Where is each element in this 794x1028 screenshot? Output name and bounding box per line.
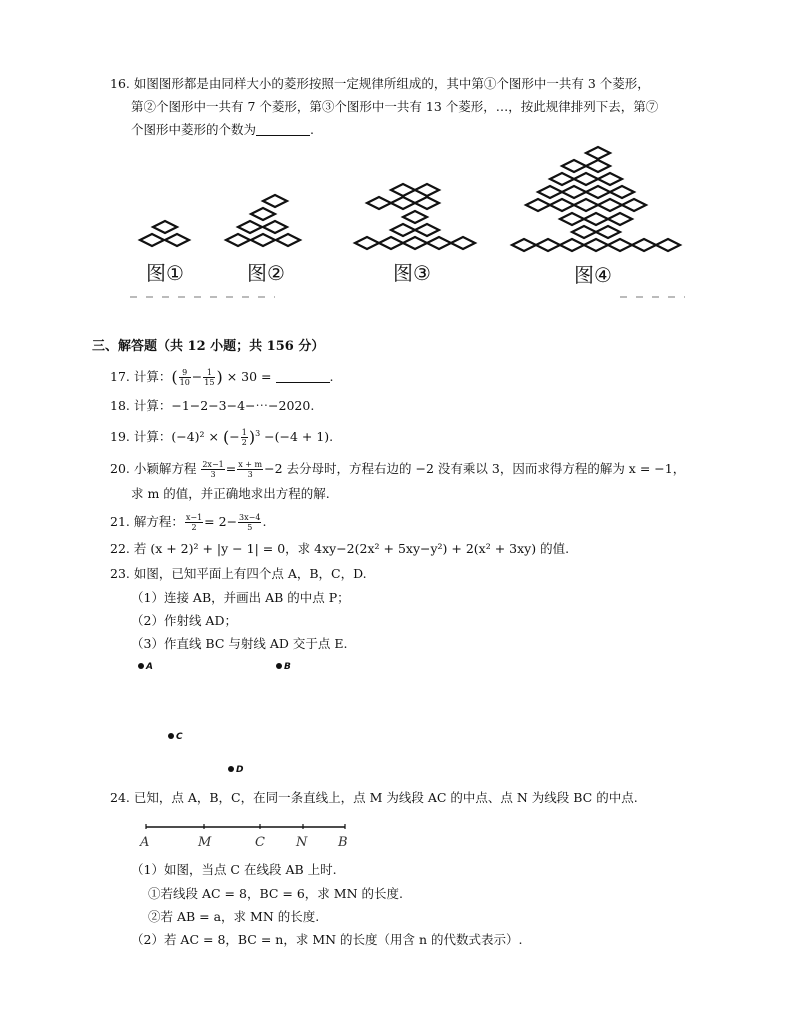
q20-eq: = bbox=[225, 461, 237, 476]
q17-frac2: $\frac{1}{15}$ bbox=[204, 368, 215, 387]
q19-exp: 3 bbox=[255, 429, 261, 438]
q16-line3 bbox=[131, 122, 314, 138]
q23-item2: （2）作射线 AD； bbox=[131, 613, 237, 628]
figure-1 bbox=[140, 221, 189, 246]
label-b: B bbox=[338, 835, 348, 850]
q23-line1: 23. 如图，已知平面上有四个点 A，B，C，D. bbox=[110, 566, 367, 581]
q16-line3-end: . bbox=[310, 122, 314, 137]
q17-frac1: $\frac{9}{10}$ bbox=[179, 368, 190, 387]
q17-minus: − bbox=[191, 369, 203, 384]
figure-label-1: 图① bbox=[146, 261, 184, 285]
label-a: A bbox=[140, 835, 150, 850]
point-c: C bbox=[168, 732, 183, 742]
q20-line1 bbox=[110, 459, 685, 479]
figure-3 bbox=[355, 184, 475, 249]
q17-tail: × 30 = bbox=[226, 369, 272, 384]
q21 bbox=[110, 512, 266, 532]
q24-item1: （1）如图，当点 C 在线段 AB 上时. bbox=[131, 862, 337, 877]
figure-label-2: 图② bbox=[247, 261, 285, 285]
q24-line1: 24. 已知，点 A，B，C，在同一条直线上，点 M 为线段 AC 的中点、点 N 为线段 BC 的中点. bbox=[110, 790, 638, 805]
q20-line2: 求 m 的值，并正确地求出方程的解. bbox=[131, 486, 330, 501]
point-d: D bbox=[228, 765, 243, 775]
q16-line1: 16. 如图图形都是由同样大小的菱形按照一定规律所组成的，其中第①个图形中一共有 3 个菱形， bbox=[110, 76, 650, 91]
q24-sub1: ①若线段 AC = 8，BC = 6，求 MN 的长度. bbox=[148, 886, 403, 901]
q17-label: 17. 计算： bbox=[110, 369, 172, 384]
figure-label-3: 图③ bbox=[393, 261, 431, 285]
answer-blank bbox=[256, 123, 310, 136]
q19-label: 19. 计算：(−4)² × bbox=[110, 429, 219, 445]
point-b: B bbox=[276, 662, 291, 672]
section-title: 三、解答题（共 12 小题；共 156 分） bbox=[92, 339, 325, 354]
figure-label-4: 图④ bbox=[574, 263, 612, 287]
q20-frac1: $\frac{2x-1}{3}$ bbox=[202, 460, 224, 479]
q17-answer-blank bbox=[276, 370, 330, 383]
figure-2 bbox=[226, 195, 300, 246]
q20-frac2: $\frac{x + m}{3}$ bbox=[238, 460, 263, 479]
q22: 22. 若 (x + 2)² + |y − 1| = 0，求 4xy−2(2x² + 5xy−y²) + 2(x² + 3xy) 的值. bbox=[110, 541, 570, 556]
q21-frac1: $\frac{x-1}{2}$ bbox=[185, 513, 203, 532]
q20-label: 20. 小颖解方程 bbox=[110, 461, 197, 476]
q17: 17. 计算：( $\frac{9}{10}$ − $\frac{1}{15}$ ) × 30 = . bbox=[110, 367, 334, 387]
q19: 19. 计算：(−4)² × (− $\frac{1}{2}$ )$^3$ −(−4 + 1). bbox=[110, 427, 334, 448]
q18: 18. 计算：−1−2−3−4−⋯−2020. bbox=[110, 398, 315, 413]
q21-label: 21. 解方程： bbox=[110, 514, 184, 529]
point-a: A bbox=[138, 662, 153, 672]
q19-frac: $\frac{1}{2}$ bbox=[241, 428, 247, 448]
label-n: N bbox=[296, 835, 308, 850]
q20-tail: −2 去分母时，方程右边的 −2 没有乘以 3，因而求得方程的解为 x = −1， bbox=[264, 461, 686, 476]
q21-end: . bbox=[262, 514, 267, 529]
q21-frac2: $\frac{3x-4}{5}$ bbox=[239, 513, 261, 532]
label-c: C bbox=[255, 835, 265, 850]
q17-end: . bbox=[329, 369, 334, 384]
q21-mid: = 2− bbox=[204, 514, 238, 529]
q16-line2: 第②个图形中一共有 7 个菱形，第③个图形中一共有 13 个菱形，…，按此规律排列下去，第⑦ bbox=[131, 99, 659, 114]
q23-item3: （3）作直线 BC 与射线 AD 交于点 E. bbox=[131, 636, 348, 651]
q24-sub2: ②若 AB = a，求 MN 的长度. bbox=[148, 909, 320, 924]
label-m: M bbox=[198, 835, 212, 850]
q24-item2: （2）若 AC = 8，BC = n，求 MN 的长度（用含 n 的代数式表示）. bbox=[131, 932, 523, 947]
segment-diagram bbox=[138, 820, 358, 852]
q16-line3-text: 个图形中菱形的个数为 bbox=[131, 122, 257, 137]
q23-item1: （1）连接 AB，并画出 AB 的中点 P； bbox=[131, 590, 350, 605]
figure-4 bbox=[512, 147, 680, 251]
q19-tail: −(−4 + 1). bbox=[264, 429, 334, 445]
